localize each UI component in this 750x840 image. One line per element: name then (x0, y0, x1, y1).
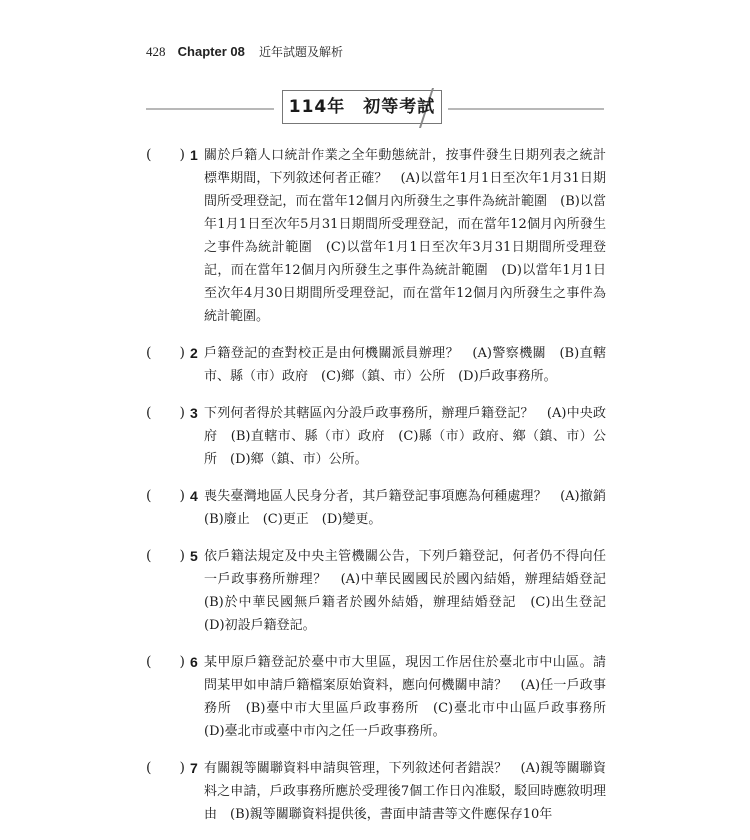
chapter-label: Chapter 08 (177, 44, 245, 59)
question-text: 喪失臺灣地區人民身分者，其戶籍登記事項應為何種處理？ (A)撤銷 (B)廢止 (C)更正 (D)變更。 (204, 489, 620, 527)
question-item (146, 342, 606, 388)
answer-blank: ( ) (146, 760, 185, 776)
question-text: 關於戶籍人口統計作業之全年動態統計，按事件發生日期列表之統計標準期間，下列敘述何者正確？ (A)以當年1月1日至次年1月31日期間所受理登記，而在當年12個月內所發生之事件為統計範圍 (B)以當年1月1日至次年5月31日期間所受理登記，而在當年12個月內所發生之事件為統計範圍 (C)以當年1月1日至次年3月31日期間所受理登記，而在當年12個月內所發生之事件為統計範圍 (D)以當年1月1日至次年4月30日期間所受理登記，而在當年12個月內所發生之事件為統計範圍。 (204, 148, 606, 324)
chapter-title: 近年試題及解析 (258, 45, 343, 59)
section-title: 114年 初等考試 (288, 97, 436, 117)
page-number: 428 (146, 44, 166, 59)
question-item (146, 651, 620, 743)
question-text: 某甲原戶籍登記於臺中市大里區，現因工作居住於臺北市中山區。請問某甲如申請戶籍檔案原始資料，應向何機關申請？ (A)任一戶政事務所 (B)臺中市大里區戶政事務所 (C)臺北市中山區戶政事務所 (D)臺北市或臺中市內之任一戶政事務所。 (204, 655, 620, 739)
question-number: 3 (190, 405, 198, 421)
answer-blank: ( ) (146, 654, 185, 670)
question-text: 依戶籍法規定及中央主管機關公告，下列戶籍登記，何者仍不得向任一戶政事務所辦理？ (A)中華民國國民於國內結婚，辦理結婚登記 (B)於中華民國無戶籍者於國外結婚，辦理結婚登記 (C)出生登記 (D)初設戶籍登記。 (204, 549, 620, 633)
question-list (146, 144, 620, 840)
running-header (146, 44, 343, 61)
question-number: 2 (190, 345, 198, 361)
question-text: 戶籍登記的查對校正是由何機關派員辦理？ (A)警察機關 (B)直轄市、縣（市）政府 (C)鄉（鎮、市）公所 (D)戶政事務所。 (204, 346, 606, 384)
question-number: 5 (190, 548, 198, 564)
section-banner (146, 90, 604, 128)
question-number: 7 (190, 760, 198, 776)
answer-blank: ( ) (146, 548, 185, 564)
question-number: 6 (190, 654, 198, 670)
question-text: 有關親等關聯資料申請與管理，下列敘述何者錯誤？ (A)親等關聯資料之申請，戶政事務所應於受理後7個工作日內准駁，駁回時應敘明理由 (B)親等關聯資料提供後，書面申請書等文件應保存10年 (204, 761, 606, 822)
answer-blank: ( ) (146, 345, 185, 361)
question-item (146, 144, 606, 328)
answer-blank: ( ) (146, 488, 185, 504)
question-number: 4 (190, 488, 198, 504)
banner-rule-right (448, 108, 604, 110)
question-item (146, 485, 620, 531)
question-number: 1 (190, 147, 198, 163)
question-item (146, 757, 606, 826)
question-text: 下列何者得於其轄區內分設戶政事務所，辦理戶籍登記？ (A)中央政府 (B)直轄市、縣（市）政府 (C)縣（市）政府、鄉（鎮、市）公所 (D)鄉（鎮、市）公所。 (204, 406, 606, 467)
banner-rule-left (146, 108, 274, 110)
question-item (146, 545, 620, 637)
question-item (146, 402, 606, 471)
answer-blank: ( ) (146, 147, 185, 163)
answer-blank: ( ) (146, 405, 185, 421)
